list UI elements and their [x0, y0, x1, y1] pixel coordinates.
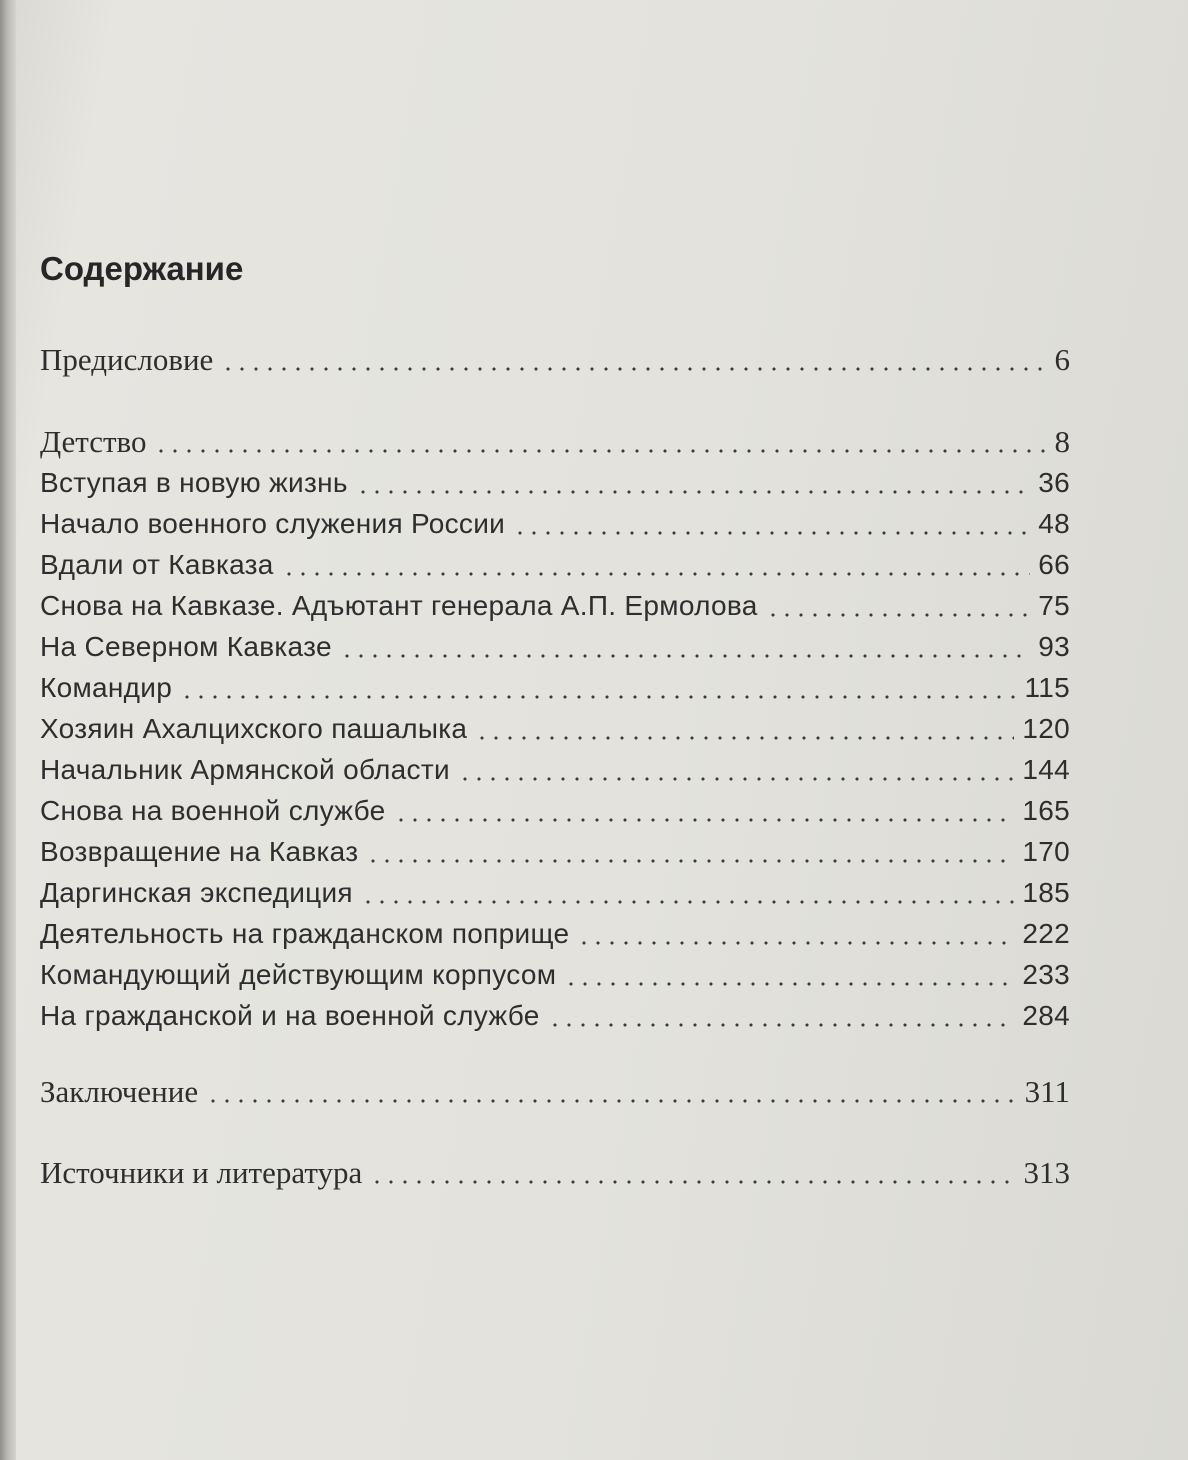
dot-leader — [221, 367, 1046, 371]
dot-leader — [282, 572, 1031, 576]
toc-entry — [40, 914, 1070, 954]
toc-entry-page: 165 — [1022, 795, 1070, 826]
toc-entry-title: Вдали от Кавказа — [40, 549, 274, 580]
dot-leader — [513, 531, 1030, 535]
dot-leader — [340, 654, 1030, 658]
toc-entry-page: 36 — [1038, 467, 1070, 498]
toc-entry-page: 170 — [1022, 836, 1070, 867]
toc-entry — [40, 1153, 1070, 1193]
toc-entry — [40, 545, 1070, 585]
toc-entry — [40, 996, 1070, 1036]
dot-leader — [154, 449, 1046, 453]
toc-entry-page: 120 — [1022, 713, 1070, 744]
toc-entry — [40, 504, 1070, 544]
dot-leader — [548, 1023, 1015, 1027]
toc-entry — [40, 668, 1070, 708]
toc-entry-title: Возвращение на Кавказ — [40, 836, 359, 867]
toc-entry-title: Вступая в новую жизнь — [40, 467, 348, 498]
toc-entry-title: На гражданской и на военной службе — [40, 1000, 540, 1031]
toc-entry-page: 313 — [1023, 1155, 1070, 1190]
dot-leader — [458, 777, 1014, 781]
dot-leader — [475, 736, 1014, 740]
toc-entry-page: 185 — [1022, 877, 1070, 908]
dot-leader — [180, 695, 1016, 699]
toc-entry — [40, 791, 1070, 831]
toc-entry-title: Командир — [40, 672, 173, 703]
toc-entry-page: 6 — [1054, 342, 1070, 377]
toc-entry — [40, 709, 1070, 749]
toc-entry-title: На Северном Кавказе — [40, 631, 332, 662]
toc-entry-page: 115 — [1024, 672, 1070, 703]
toc-entry-page: 93 — [1038, 631, 1070, 662]
dot-leader — [361, 900, 1014, 904]
toc-entry — [40, 955, 1070, 995]
toc-entry-page: 222 — [1022, 918, 1070, 949]
dot-leader — [394, 818, 1015, 822]
toc-entry-page: 233 — [1022, 959, 1070, 990]
toc-entry-title: Деятельность на гражданском поприще — [40, 918, 570, 949]
toc-entry-title: Снова на Кавказе. Адъютант генерала А.П. Ермолова — [40, 590, 758, 621]
toc-entry-title: Даргинская экспедиция — [40, 877, 353, 908]
toc-entry-page: 75 — [1038, 590, 1070, 621]
toc-entry-title: Командующий действующим корпусом — [40, 959, 557, 990]
dot-leader — [370, 1180, 1015, 1184]
toc-entry-page: 144 — [1022, 754, 1070, 785]
toc-entry-page: 311 — [1024, 1074, 1070, 1109]
toc-entry — [40, 1072, 1070, 1112]
toc-entry — [40, 750, 1070, 790]
dot-leader — [366, 859, 1014, 863]
toc-entry-page: 284 — [1022, 1000, 1070, 1031]
toc-entry-title: Заключение — [40, 1074, 199, 1109]
toc-entry — [40, 340, 1070, 380]
book-spine-shadow — [0, 0, 16, 1460]
dot-leader — [206, 1099, 1017, 1103]
toc-entry — [40, 832, 1070, 872]
toc-entry-title: Хозяин Ахалцихского пашалыка — [40, 713, 468, 744]
dot-leader — [766, 613, 1031, 617]
toc-entry — [40, 463, 1070, 503]
toc-entry-title: Предисловие — [40, 342, 214, 377]
toc-heading: Содержание — [40, 250, 244, 287]
toc-entry-title: Снова на военной службе — [40, 795, 386, 826]
toc-entry — [40, 873, 1070, 913]
toc-entry-title: Источники и литература — [40, 1155, 363, 1190]
dot-leader — [577, 941, 1014, 945]
toc-entry-title: Начальник Армянской области — [40, 754, 450, 785]
toc-entry — [40, 586, 1070, 626]
toc-entry — [40, 627, 1070, 667]
toc-entry-page: 48 — [1038, 508, 1070, 539]
toc-entry-page: 8 — [1054, 424, 1070, 459]
dot-leader — [356, 490, 1030, 494]
toc-entry-title: Детство — [40, 424, 147, 459]
dot-leader — [564, 982, 1014, 986]
toc-entry-page: 66 — [1038, 549, 1070, 580]
toc-entry — [40, 422, 1070, 462]
toc-entry-title: Начало военного служения России — [40, 508, 506, 539]
